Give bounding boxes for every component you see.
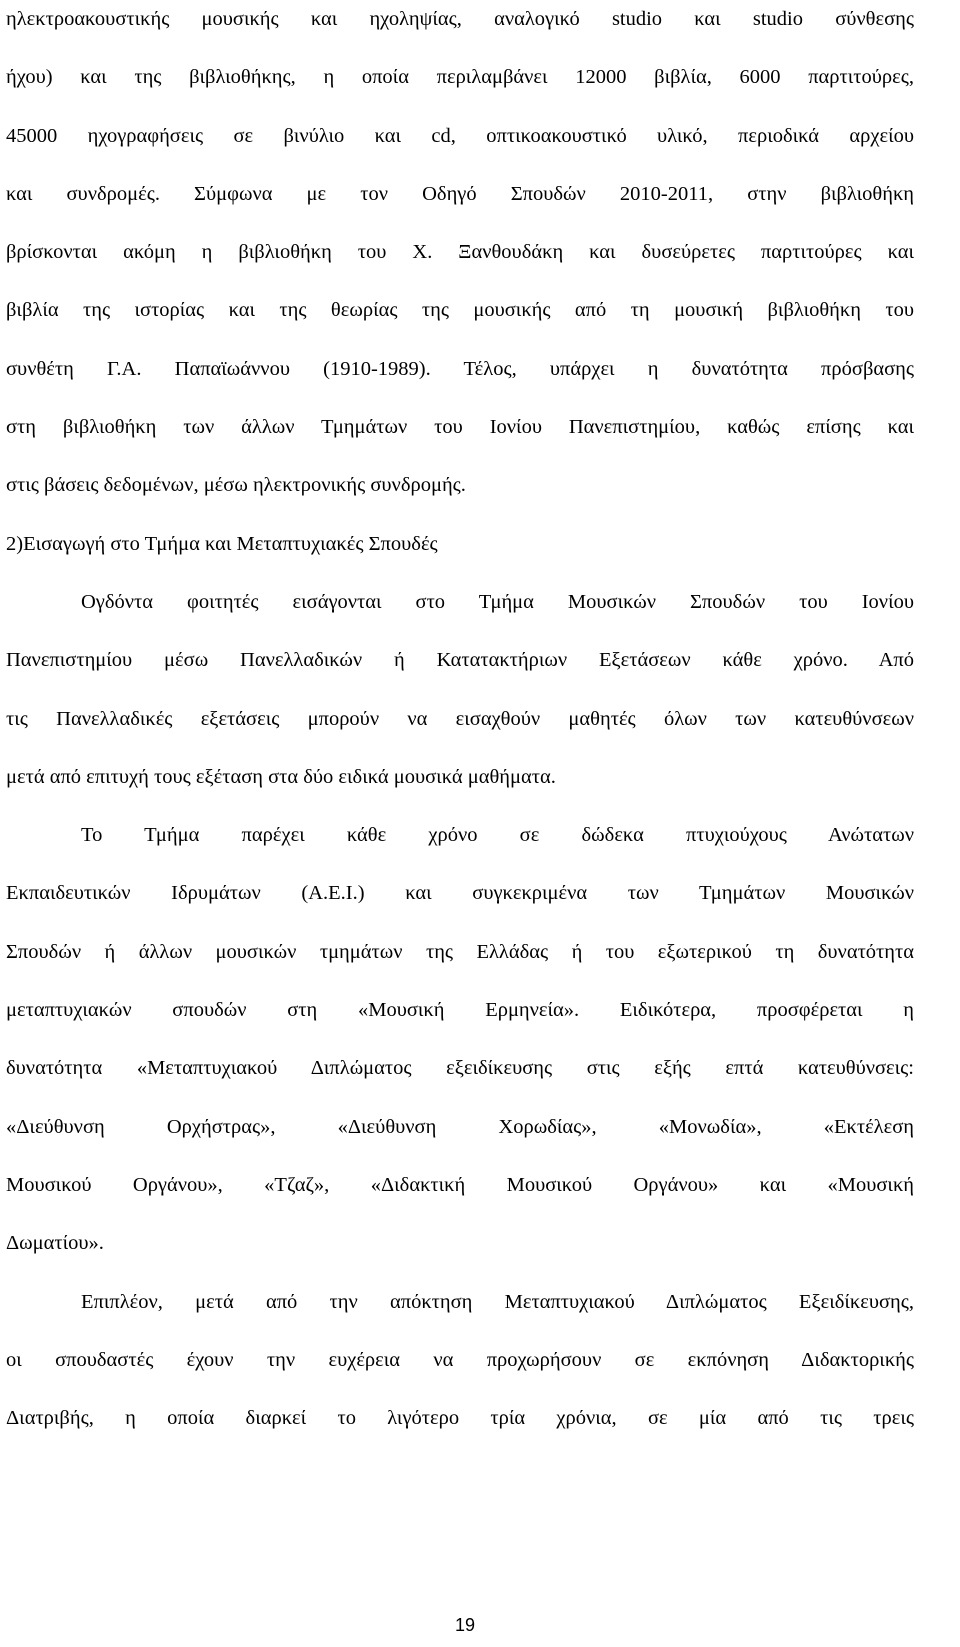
text-line: δυνατότητα «Μεταπτυχιακού Διπλώματος εξειδίκευσης στις εξής επτά κατευθύνσεις: xyxy=(6,1057,914,1080)
text-line: οι σπουδαστές έχουν την ευχέρεια να προχωρήσουν σε εκπόνηση Διδακτορικής xyxy=(6,1348,914,1371)
text-line: στις βάσεις δεδομένων, μέσω ηλεκτρονικής συνδρομής. xyxy=(6,474,466,497)
text-line: βρίσκονται ακόμη η βιβλιοθήκη του Χ. Ξανθουδάκη και δυσεύρετες παρτιτούρες και xyxy=(6,241,914,264)
section-heading: 2)Εισαγωγή στο Τμήμα και Μεταπτυχιακές Σπουδές xyxy=(6,532,438,555)
text-line: και συνδρομές. Σύμφωνα με τον Οδηγό Σπουδών 2010-2011, στην βιβλιοθήκη xyxy=(6,182,914,205)
text-line: «Διεύθυνση Ορχήστρας», «Διεύθυνση Χορωδίας», «Μονωδία», «Εκτέλεση xyxy=(6,1115,914,1138)
text-line: Διατριβής, η οποία διαρκεί το λιγότερο τρία χρόνια, σε μία από τις τρεις xyxy=(6,1407,914,1430)
text-line: συνθέτη Γ.Α. Παπαϊωάννου (1910-1989). Τέλος, υπάρχει η δυνατότητα πρόσβασης xyxy=(6,357,914,380)
text-line: Επιπλέον, μετά από την απόκτηση Μεταπτυχιακού Διπλώματος Εξειδίκευσης, xyxy=(81,1290,914,1313)
text-line: Ογδόντα φοιτητές εισάγονται στο Τμήμα Μουσικών Σπουδών του Ιονίου xyxy=(81,590,914,613)
text-line: Σπουδών ή άλλων μουσικών τμημάτων της Ελλάδας ή του εξωτερικού τη δυνατότητα xyxy=(6,940,914,963)
text-line: Πανεπιστημίου μέσω Πανελλαδικών ή Κατατακτήριων Εξετάσεων κάθε χρόνο. Από xyxy=(6,649,914,672)
text-line: Μουσικού Οργάνου», «Τζαζ», «Διδακτική Μουσικού Οργάνου» και «Μουσική xyxy=(6,1173,914,1196)
page-number: 19 xyxy=(454,1615,476,1635)
text-line: Δωματίου». xyxy=(6,1232,104,1255)
text-line: στη βιβλιοθήκη των άλλων Τμημάτων του Ιονίου Πανεπιστημίου, καθώς επίσης και xyxy=(6,416,914,439)
text-line: Το Τμήμα παρέχει κάθε χρόνο σε δώδεκα πτυχιούχους Ανώτατων xyxy=(81,824,914,847)
text-line: 45000 ηχογραφήσεις σε βινύλιο και cd, οπτικοακουστικό υλικό, περιοδικά αρχείου xyxy=(6,124,914,147)
text-line: ήχου) και της βιβλιοθήκης, η οποία περιλαμβάνει 12000 βιβλία, 6000 παρτιτούρες, xyxy=(6,66,914,89)
document-body xyxy=(6,0,914,1457)
text-line: ηλεκτροακουστικής μουσικής και ηχοληψίας, αναλογικό studio και studio σύνθεσης xyxy=(6,8,914,30)
text-line: μεταπτυχιακών σπουδών στη «Μουσική Ερμηνεία». Ειδικότερα, προσφέρεται η xyxy=(6,999,914,1022)
text-line: Εκπαιδευτικών Ιδρυμάτων (Α.Ε.Ι.) και συγκεκριμένα των Τμημάτων Μουσικών xyxy=(6,882,914,905)
text-line: τις Πανελλαδικές εξετάσεις μπορούν να εισαχθούν μαθητές όλων των κατευθύνσεων xyxy=(6,707,914,730)
text-line: μετά από επιτυχή τους εξέταση στα δύο ειδικά μουσικά μαθήματα. xyxy=(6,765,556,788)
text-line: βιβλία της ιστορίας και της θεωρίας της μουσικής από τη μουσική βιβλιοθήκη του xyxy=(6,299,914,322)
